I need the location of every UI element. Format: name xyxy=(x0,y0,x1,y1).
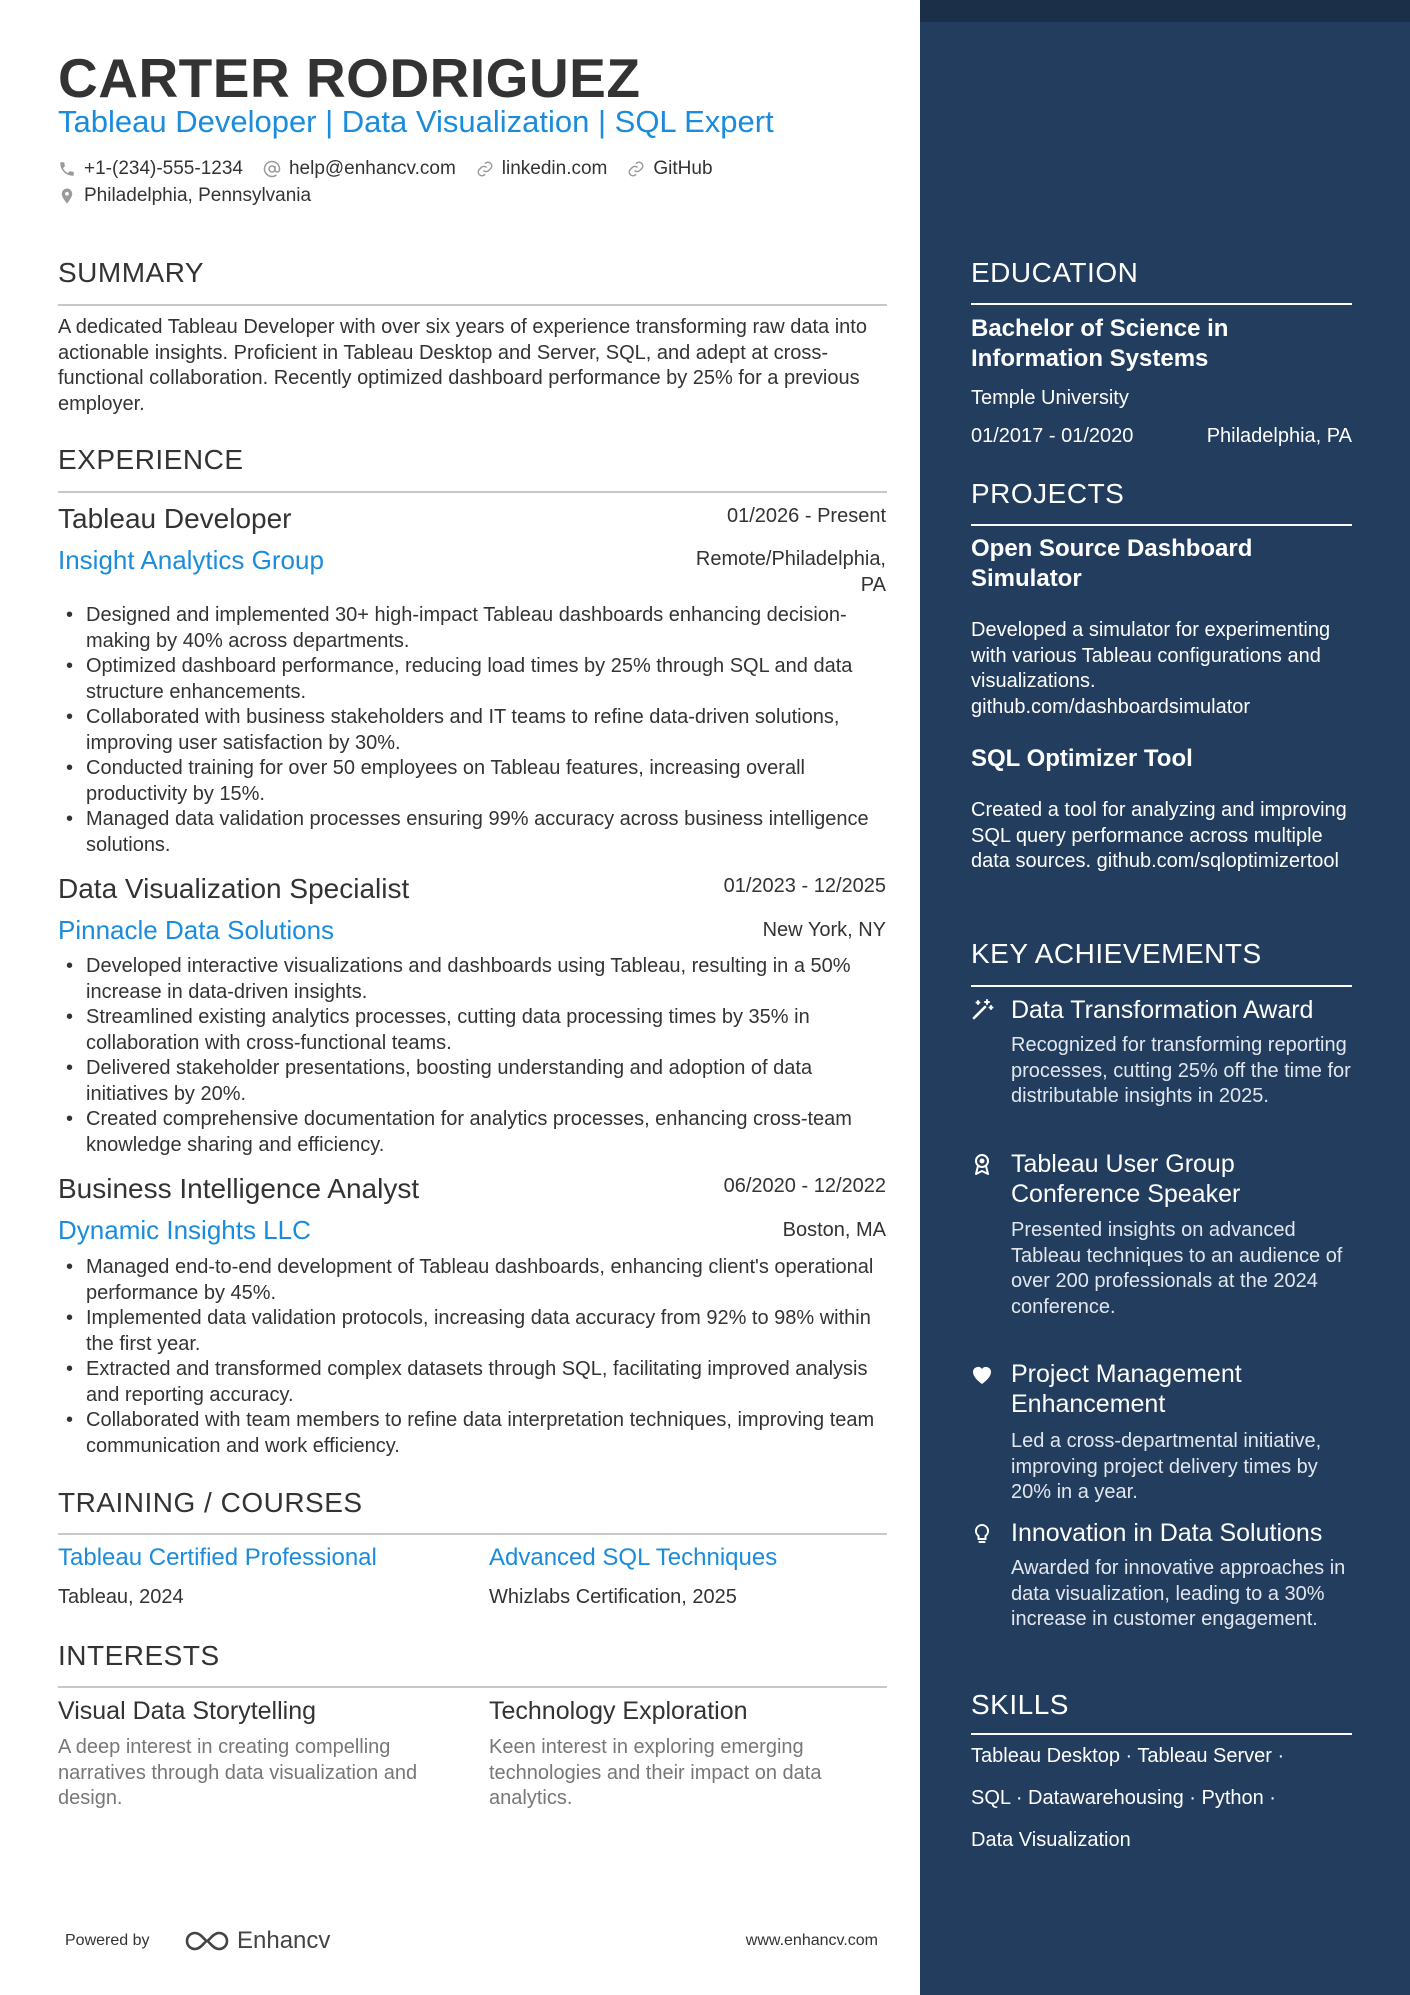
job-title: Tableau Developer xyxy=(58,503,292,534)
candidate-title: Tableau Developer | Data Visualization | SQL Expert xyxy=(58,104,774,139)
summary-rule xyxy=(58,304,887,306)
summary-heading: SUMMARY xyxy=(58,257,205,288)
footer-url[interactable]: www.enhancv.com xyxy=(745,1932,878,1949)
degree-title: Bachelor of Science in Information Systems xyxy=(971,315,1229,372)
location-text: Philadelphia, Pennsylvania xyxy=(84,185,312,206)
job-location: Boston, MA xyxy=(782,1219,886,1241)
course-org: Whizlabs Certification, 2025 xyxy=(489,1586,737,1608)
contact-row xyxy=(58,158,733,180)
project-desc: Developed a simulator for experimenting with various Tableau configurations and visualizations. github.com/dashboardsimulator xyxy=(971,619,1331,718)
job-bullets xyxy=(58,603,888,858)
job-title: Business Intelligence Analyst xyxy=(58,1173,420,1204)
infinity-logo-icon xyxy=(183,1928,231,1954)
education-location: Philadelphia, PA xyxy=(1206,425,1352,447)
job-company: Pinnacle Data Solutions xyxy=(58,915,335,945)
course-org: Tableau, 2024 xyxy=(58,1586,184,1608)
project-title: SQL Optimizer Tool xyxy=(971,745,1193,772)
achievement-title: Data Transformation Award xyxy=(1011,996,1314,1024)
education-dates: 01/2017 - 01/2020 xyxy=(971,425,1134,447)
job-dates: 06/2020 - 12/2022 xyxy=(723,1175,886,1197)
link-icon xyxy=(627,160,645,178)
project-title: Open Source Dashboard Simulator xyxy=(971,535,1253,592)
bullet-item: • Streamlined existing analytics processes, cutting data processing times by 35% in collaboration with cross-functional teams. xyxy=(58,1005,888,1056)
job-location-line: Remote/Philadelphia, xyxy=(695,548,886,570)
skills-line: SQL · Datawarehousing · Python · xyxy=(971,1787,1276,1809)
achievement-title: Tableau User Group Conference Speaker xyxy=(1011,1150,1241,1208)
skills-rule xyxy=(971,1733,1352,1735)
contact-row-2 xyxy=(58,185,331,207)
interests-rule xyxy=(58,1686,887,1688)
interests-heading: INTERESTS xyxy=(58,1640,220,1671)
sidebar-top-bar xyxy=(920,0,1410,22)
bullet-item: • Optimized dashboard performance, reducing load times by 25% through SQL and data structure enhancements. xyxy=(58,654,888,705)
bullet-item: • Collaborated with business stakeholders and IT teams to refine data-driven solutions, improving user satisfaction by 30%. xyxy=(58,705,888,756)
achievement-title: Innovation in Data Solutions xyxy=(1011,1519,1323,1547)
bullet-item: • Extracted and transformed complex datasets through SQL, facilitating improved analysis and reporting accuracy. xyxy=(58,1357,888,1408)
bullet-item: • Managed end-to-end development of Tableau dashboards, enhancing client's operational performance by 45%. xyxy=(58,1255,888,1306)
contact-github[interactable] xyxy=(627,158,712,180)
summary-text: A dedicated Tableau Developer with over six years of experience transforming raw data into actionable insights. Proficient in Tableau Desktop and Server, SQL, and adept at cross-functional collaboration. Recently optimized dashboard performance by 25% for a previous employer. xyxy=(58,316,867,415)
achievement-desc: Led a cross-departmental initiative, improving project delivery times by 20% in a year. xyxy=(1011,1430,1322,1503)
job-bullets xyxy=(58,1255,888,1459)
interest-title: Technology Exploration xyxy=(489,1697,748,1725)
skills-line: Tableau Desktop · Tableau Server · xyxy=(971,1745,1285,1767)
bullet-item: • Conducted training for over 50 employees on Tableau features, increasing overall productivity by 15%. xyxy=(58,756,888,807)
magic-wand-icon xyxy=(970,998,994,1022)
skills-heading: SKILLS xyxy=(971,1689,1069,1720)
bullet-item: • Collaborated with team members to refine data interpretation techniques, improving team communication and work efficiency. xyxy=(58,1408,888,1459)
interest-desc: A deep interest in creating compelling narratives through data visualization and design. xyxy=(58,1736,418,1809)
at-icon xyxy=(263,160,281,178)
brand-text: Enhancv xyxy=(237,1927,331,1954)
job-title: Data Visualization Specialist xyxy=(58,873,410,904)
contact-location xyxy=(58,185,311,207)
skills-line: Data Visualization xyxy=(971,1829,1131,1851)
email-text: help@enhancv.com xyxy=(288,158,456,179)
contact-linkedin[interactable] xyxy=(476,158,608,180)
projects-rule xyxy=(971,524,1352,526)
contact-phone[interactable] xyxy=(58,158,243,180)
school-name: Temple University xyxy=(971,387,1129,409)
job-dates: 01/2026 - Present xyxy=(727,505,886,527)
bullet-item: • Delivered stakeholder presentations, boosting understanding and adoption of data initiatives by 20%. xyxy=(58,1056,888,1107)
medal-icon xyxy=(970,1152,994,1176)
course-name: Advanced SQL Techniques xyxy=(489,1544,778,1571)
achievements-heading: KEY ACHIEVEMENTS xyxy=(971,938,1262,969)
phone-icon xyxy=(58,160,76,178)
github-text: GitHub xyxy=(653,158,713,179)
job-bullets xyxy=(58,954,888,1158)
interest-title: Visual Data Storytelling xyxy=(58,1697,317,1725)
training-heading: TRAINING / COURSES xyxy=(58,1487,363,1518)
project-desc: Created a tool for analyzing and improving SQL query performance across multiple data sources. github.com/sqloptimizertool xyxy=(971,799,1347,872)
bullet-item: • Designed and implemented 30+ high-impact Tableau dashboards enhancing decision-making by 40% across departments. xyxy=(58,603,888,654)
job-company: Insight Analytics Group xyxy=(58,545,324,575)
achievement-desc: Presented insights on advanced Tableau techniques to an audience of over 200 professionals at the 2024 conference. xyxy=(1011,1219,1343,1318)
job-location xyxy=(600,546,886,598)
training-rule xyxy=(58,1533,887,1535)
interest-desc: Keen interest in exploring emerging technologies and their impact on data analytics. xyxy=(489,1736,822,1809)
bullet-item: • Managed data validation processes ensuring 99% accuracy across business intelligence solutions. xyxy=(58,807,888,858)
job-location: New York, NY xyxy=(762,919,886,941)
candidate-name: CARTER RODRIGUEZ xyxy=(58,47,641,109)
sidebar xyxy=(920,0,1410,1995)
achievement-title: Project Management Enhancement xyxy=(1011,1360,1242,1418)
achievement-desc: Awarded for innovative approaches in data visualization, leading to a 30% increase in customer engagement. xyxy=(1011,1557,1346,1630)
phone-text: +1-(234)-555-1234 xyxy=(84,158,243,179)
experience-rule xyxy=(58,491,887,493)
powered-by-label: Powered by xyxy=(65,1932,150,1949)
contact-email[interactable] xyxy=(263,158,456,180)
experience-heading: EXPERIENCE xyxy=(58,444,244,475)
job-location-line: PA xyxy=(860,574,886,596)
lightbulb-icon xyxy=(970,1522,994,1546)
link-icon xyxy=(476,160,494,178)
location-pin-icon xyxy=(58,187,76,205)
education-heading: EDUCATION xyxy=(971,257,1139,288)
bullet-item: • Implemented data validation protocols, increasing data accuracy from 92% to 98% within the first year. xyxy=(58,1306,888,1357)
linkedin-text: linkedin.com xyxy=(501,158,608,179)
achievement-desc: Recognized for transforming reporting processes, cutting 25% off the time for distributable insights in 2025. xyxy=(1011,1034,1351,1107)
education-rule xyxy=(971,303,1352,305)
enhancv-logo[interactable] xyxy=(183,1927,330,1955)
bullet-item: • Created comprehensive documentation for analytics processes, enhancing cross-team knowledge sharing and efficiency. xyxy=(58,1107,888,1158)
heart-icon xyxy=(970,1363,994,1387)
job-company: Dynamic Insights LLC xyxy=(58,1215,311,1245)
course-name: Tableau Certified Professional xyxy=(58,1544,377,1571)
bullet-item: • Developed interactive visualizations and dashboards using Tableau, resulting in a 50% increase in data-driven insights. xyxy=(58,954,888,1005)
projects-heading: PROJECTS xyxy=(971,478,1125,509)
job-dates: 01/2023 - 12/2025 xyxy=(723,875,886,897)
achievements-rule xyxy=(971,985,1352,987)
